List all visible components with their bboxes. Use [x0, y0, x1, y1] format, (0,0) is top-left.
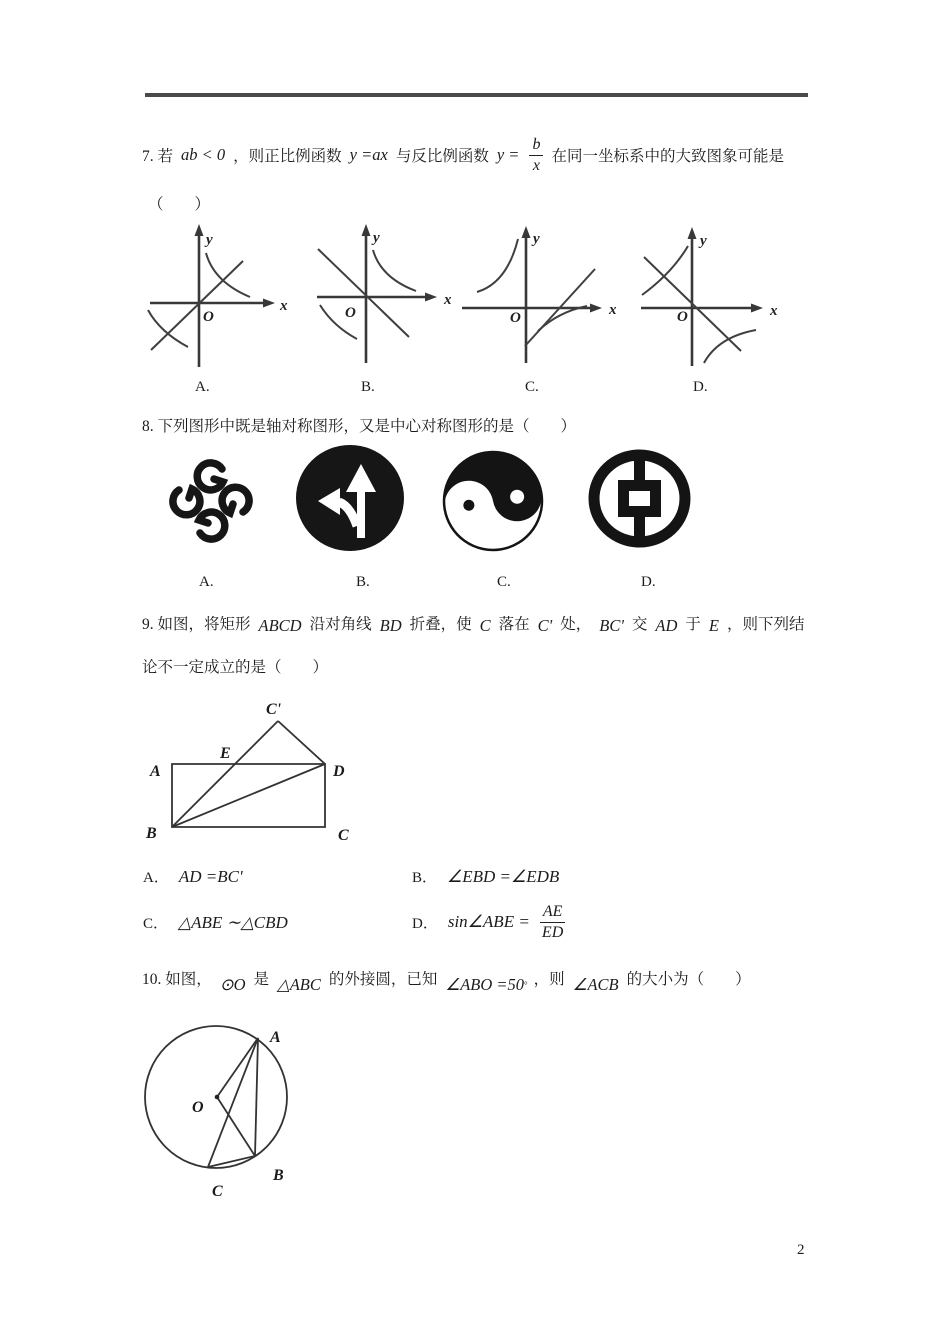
q7-math-y-eq: y = [496, 145, 520, 164]
header-divider [145, 93, 808, 97]
y-axis-label: y [533, 231, 540, 247]
vertex-label-c: C [338, 827, 349, 844]
point-label-b: B [273, 1167, 284, 1184]
option-math: AD =BC' [178, 867, 243, 886]
origin-label: O [345, 305, 356, 321]
fraction-numerator: AE [540, 903, 566, 923]
q7-answer-parens: （ ） [148, 196, 211, 213]
y-axis-label: y [700, 233, 707, 249]
diagonal-bd [172, 764, 325, 827]
q10-text-part: 的外接圆，已知 [328, 971, 438, 988]
q10-text-part: 的大小为（ ） [626, 971, 751, 988]
q9-option-a [143, 866, 243, 887]
q7-text-part: ，则正比例函数 [233, 148, 342, 165]
q8-caption-c: C. [497, 574, 511, 590]
q8-caption-d: D. [641, 574, 656, 590]
fraction-ae-over-ed [540, 903, 566, 941]
q9-figure-folded-rectangle [140, 692, 370, 842]
q9-text-part: ，则下列结 [726, 616, 805, 633]
q7-math-yax: y =ax [349, 145, 388, 164]
q9-text-part: 处， [560, 616, 592, 633]
chord-ab [255, 1038, 258, 1156]
fraction-b-over-x [529, 136, 543, 174]
hyperbola-branch-q3 [148, 310, 188, 347]
q9-text-part: 沿对角线 [309, 616, 372, 633]
q10-math-angle-acb: ∠ACB [572, 975, 619, 994]
origin-label: O [203, 309, 214, 325]
hyperbola-branch-q4 [704, 330, 756, 363]
radius-ob [217, 1097, 255, 1156]
radius-oa [217, 1038, 258, 1097]
fraction-numerator: b [529, 136, 543, 156]
q7-math-ab: ab < 0 [181, 145, 226, 164]
hyperbola-branch-q2 [642, 246, 688, 295]
sign-disc [296, 445, 404, 551]
option-math: △ABE ∼△CBD [178, 913, 288, 932]
q10-math-angle-abo: ∠ABO =50 [445, 975, 525, 994]
proportional-line [151, 261, 243, 350]
vertex-label-c-prime: C' [266, 701, 282, 718]
degree-symbol: ° [524, 980, 528, 990]
q9-option-c [143, 912, 288, 933]
q7-text-part: 7. 若 [142, 148, 174, 165]
q9-text-part: 折叠，使 [409, 616, 472, 633]
q9-text-part: 9. 如图，将矩形 [142, 616, 251, 633]
q9-option-d [412, 894, 573, 950]
q7-graph-c [455, 220, 625, 380]
q9-math-bcprime: BC' [599, 616, 624, 635]
q9-text-part: 落在 [498, 616, 530, 633]
origin-label: O [677, 309, 688, 325]
q9-math-ad: AD [655, 616, 678, 635]
y-axis-label: y [206, 232, 213, 248]
question-9-line2: 论不一定成立的是（ ） [142, 659, 329, 676]
hyperbola-branch-q2 [477, 239, 518, 292]
q9-text-part: 于 [685, 616, 701, 633]
option-label: C． [143, 916, 169, 932]
vertex-label-d: D [333, 763, 345, 780]
x-axis-label: x [609, 302, 617, 318]
q9-option-b [412, 866, 559, 887]
coin-hole [629, 491, 650, 506]
option-math: ∠EBD =∠EDB [447, 867, 560, 886]
fraction-denominator: x [532, 156, 540, 174]
q8-image-traffic-sign [293, 444, 407, 554]
q7-caption-a: A. [195, 379, 210, 395]
q7-graph-a [130, 220, 300, 380]
option-label: B． [412, 870, 438, 886]
page-number: 2 [797, 1242, 805, 1258]
center-label-o: O [192, 1099, 204, 1116]
proportional-line [318, 249, 409, 337]
q7-caption-d: D. [693, 379, 708, 395]
vertex-label-b: B [146, 825, 157, 842]
option-label: A． [143, 870, 169, 886]
q7-text-part: 在同一坐标系中的大致图象可能是 [551, 148, 784, 165]
q10-text-part: 10. 如图， [142, 971, 212, 988]
q8-caption-b: B. [356, 574, 370, 590]
q8-caption-a: A. [199, 574, 214, 590]
vertex-label-a: A [150, 763, 161, 780]
fold-line-bc-prime [172, 721, 278, 827]
point-label-a: A [270, 1029, 281, 1046]
question-7-text [142, 124, 784, 186]
axes [462, 226, 602, 363]
q7-graph-d [620, 220, 790, 380]
q8-image-coin-emblem [588, 449, 691, 548]
q9-math-bd: BD [379, 616, 402, 635]
x-axis-label: x [770, 303, 778, 319]
hyperbola-branch-q4 [538, 306, 587, 331]
center-dot [215, 1095, 220, 1100]
hyperbola-branch-q1 [373, 250, 416, 291]
origin-label: O [510, 310, 521, 326]
q10-math-circle-o: ⊙O [219, 975, 246, 994]
q7-caption-c: C. [525, 379, 539, 395]
q9-math-c: C [479, 616, 491, 635]
option-label: D． [412, 915, 438, 932]
q10-math-triangle-abc: △ABC [277, 975, 321, 994]
q9-math-cprime: C' [537, 616, 553, 635]
point-label-c: C [212, 1183, 223, 1200]
swirl-shapes [173, 463, 249, 539]
q8-image-yinyang [441, 449, 545, 554]
question-10-text [142, 956, 751, 1000]
q7-graph-b [295, 220, 465, 380]
vertex-label-e: E [220, 745, 231, 762]
question-8-text: 8. 下列图形中既是轴对称图形，又是中心对称图形的是（ ） [142, 418, 577, 435]
q10-text-part: 是 [253, 971, 270, 988]
option-math: sin∠ABE = [447, 912, 530, 931]
x-axis-label: x [280, 298, 288, 314]
q7-text-part: 与反比例函数 [395, 148, 489, 165]
q10-text-part: ，则 [533, 971, 565, 988]
question-9-line1 [142, 612, 805, 634]
q9-math-abcd: ABCD [258, 616, 302, 635]
q8-image-pinwheel [159, 451, 263, 551]
q9-text-part: 交 [631, 616, 648, 633]
fraction-denominator: ED [541, 923, 564, 941]
fold-line-dc-prime [278, 721, 325, 764]
q10-figure-circumcircle [130, 1012, 320, 1202]
q9-math-e: E [708, 616, 719, 635]
y-axis-label: y [373, 230, 380, 246]
x-axis-label: x [444, 292, 452, 308]
q7-caption-b: B. [361, 379, 375, 395]
chord-cb [208, 1156, 255, 1167]
